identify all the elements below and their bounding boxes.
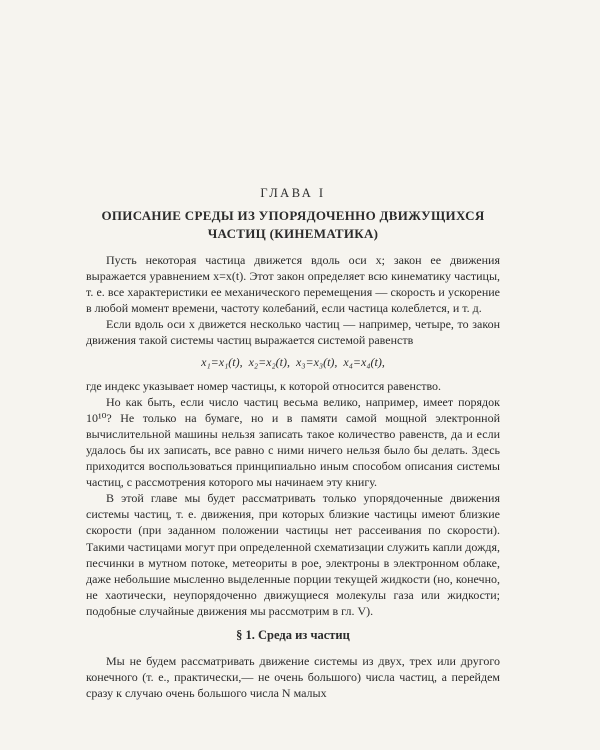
text-column <box>86 186 500 701</box>
section-title: § 1. Среда из частиц <box>236 627 350 642</box>
paragraph-section-intro: Мы не будем рассматривать движение системы из двух, трех или другого конечного (т. е., практически,— не очень большого) числа частиц, а перейдем сразу к случаю очень большого числа N малых <box>86 653 500 701</box>
paragraph-chapter-scope: В этой главе мы будет рассматривать только упорядоченные движения системы частиц, т. е. движения, при которых близкие частицы имеют близкие скорости (при заданном положении частицы нет рассеивания по скорости). Такими частицами могут при определенной схематизации служить капли дождя, песчинки в мутном потоке, метеориты в рое, электроны в электронном облаке, даже небольшие мысленно выделенные порции текущей жидкости (но, конечно, не хаотически, неупорядоченно движущиеся молекулы газа или жидкости; подобные случайные движения мы рассмотрим в гл. V). <box>86 491 500 618</box>
chapter-title <box>86 207 500 243</box>
paragraph-several-particles: Если вдоль оси x движется несколько частиц — например, четыре, то закон движения такой системы частиц выражается системой равенств <box>86 317 500 348</box>
equation-system: x₁=x₁(t), x₂=x₂(t), x₃=x₃(t), x₄=x₄(t), <box>201 354 385 369</box>
chapter-title-line-2: ЧАСТИЦ (КИНЕМАТИКА) <box>207 226 379 241</box>
chapter-title-line-1: ОПИСАНИЕ СРЕДЫ ИЗ УПОРЯДОЧЕННО ДВИЖУЩИХСЯ <box>101 208 485 223</box>
chapter-label: ГЛАВА I <box>260 186 326 200</box>
paragraph-large-number: Но как быть, если число частиц весьма велико, например, имеет порядок 10¹⁰? Не только на бумаге, но и в памяти самой мощной электронной вычислительной машины нельзя записать такое количество равенств, да и если удалось бы их записать, все равно с ними ничего нельзя было бы делать. Здесь приходится воспользоваться принципиально иным способом описания системы частиц, с рассмотрения которого мы начинаем эту книгу. <box>86 394 500 490</box>
paragraph-single-particle: Пусть некоторая частица движется вдоль оси x; закон ее движения выражается уравнением x=x(t). Этот закон определяет всю кинематику частицы, т. е. все характеристики ее механического перемещения — скорость и ускорение в любой момент времени, частоту колебаний, если частица колеблется, и т. д. <box>86 253 500 316</box>
paragraph-index-note: где индекс указывает номер частицы, к которой относится равенство. <box>86 378 442 393</box>
